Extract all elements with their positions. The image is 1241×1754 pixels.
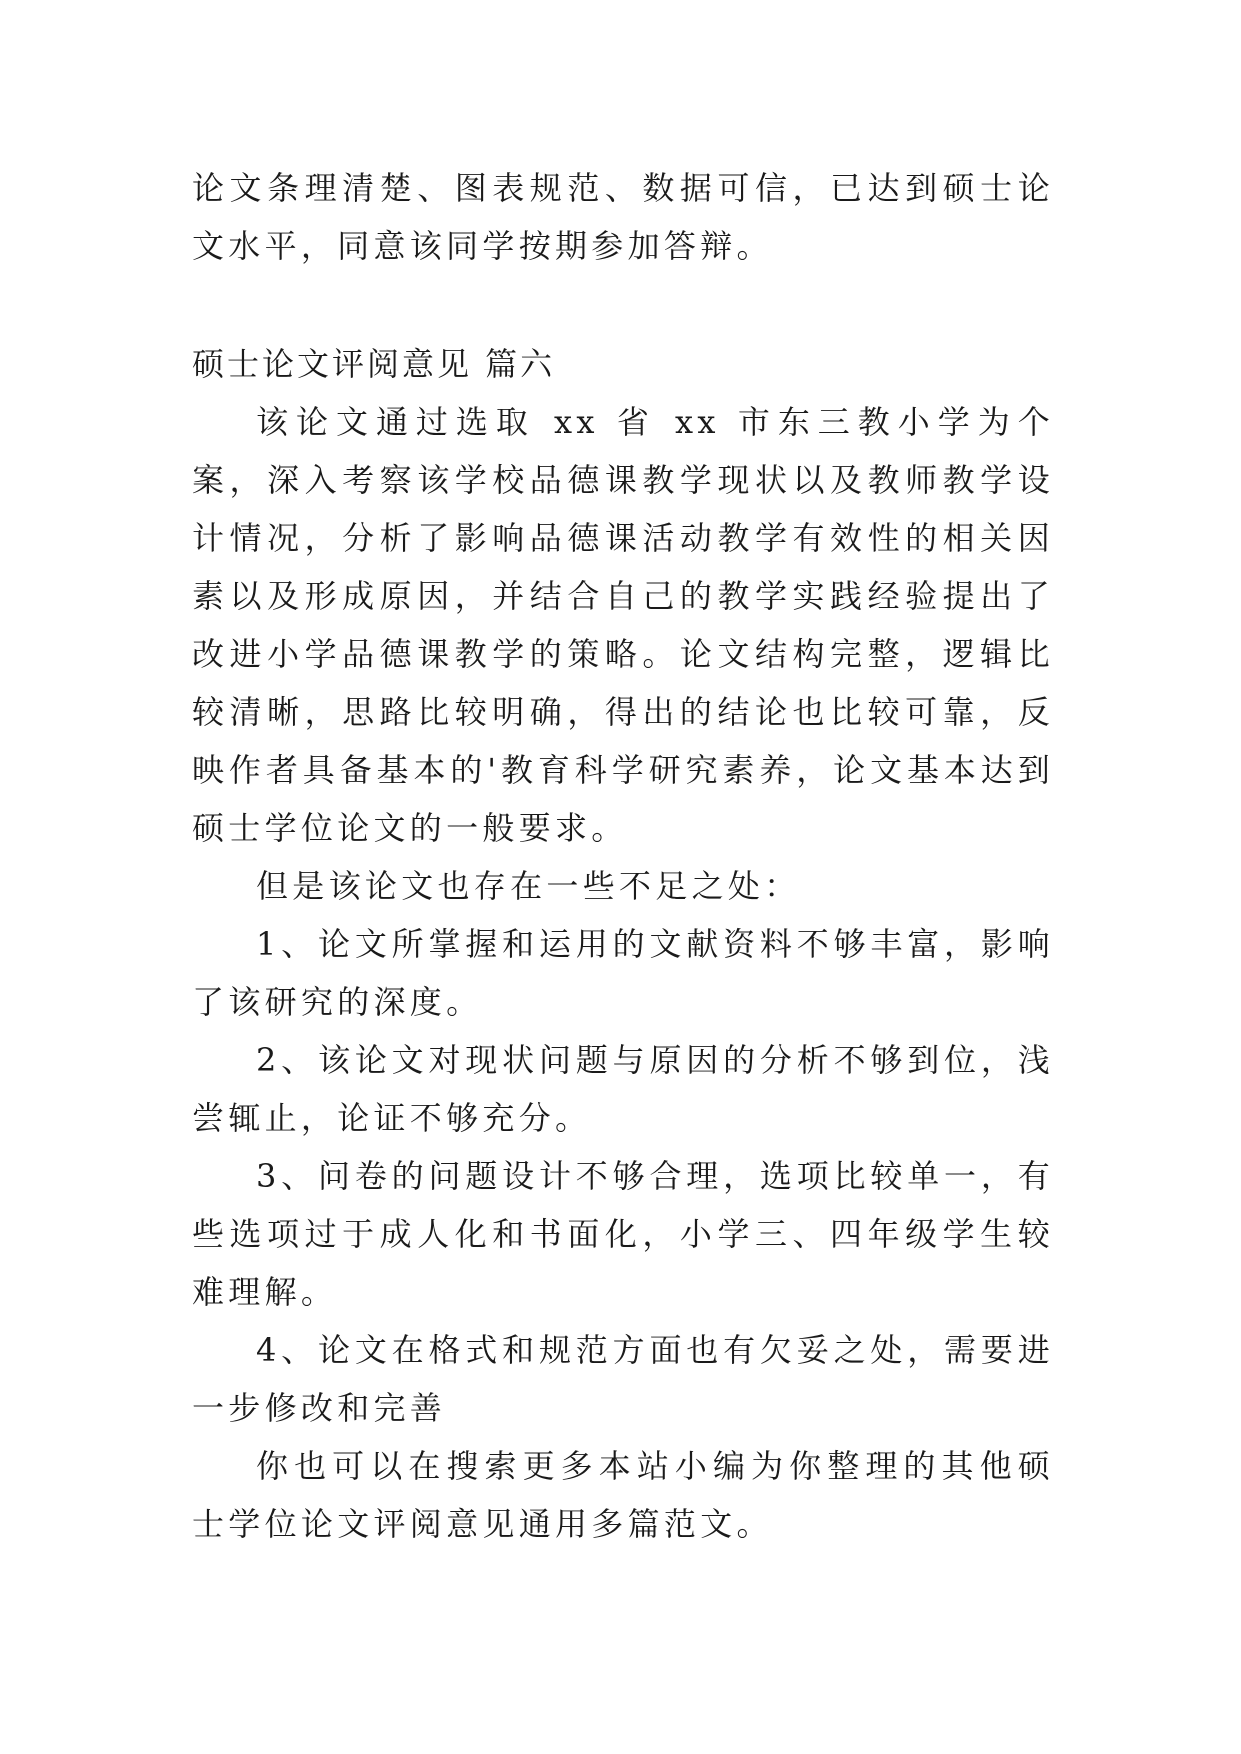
review-section	[192, 335, 1054, 1553]
section-heading: 硕士论文评阅意见 篇六	[192, 345, 556, 383]
list-item: 2、该论文对现状问题与原因的分析不够到位，浅尝辄止，论证不够充分。	[192, 1041, 1054, 1137]
closing-paragraph: 你也可以在搜索更多本站小编为你整理的其他硕士学位论文评阅意见通用多篇范文。	[192, 1447, 1054, 1543]
body-paragraph: 该论文通过选取 xx 省 xx 市东三教小学为个案，深入考察该学校品德课教学现状以及教师教学设计情况，分析了影响品德课活动教学有效性的相关因素以及形成原因，并结合自己的教学实践经验提出了改进小学品德课教学的策略。论文结构完整，逻辑比较清晰，思路比较明确，得出的结论也比较可靠，反映作者具备基本的'教育科学研究素养，论文基本达到硕士学位论文的一般要求。	[192, 403, 1054, 847]
continuation-section	[192, 159, 1054, 275]
continuation-paragraph: 论文条理清楚、图表规范、数据可信，已达到硕士论文水平，同意该同学按期参加答辩。	[192, 169, 1054, 265]
list-item: 4、论文在格式和规范方面也有欠妥之处，需要进一步修改和完善	[192, 1331, 1054, 1427]
list-item: 3、问卷的问题设计不够合理，选项比较单一，有些选项过于成人化和书面化，小学三、四年级学生较难理解。	[192, 1157, 1054, 1311]
list-item: 1、论文所掌握和运用的文献资料不够丰富，影响了该研究的深度。	[192, 925, 1054, 1021]
body-paragraph: 但是该论文也存在一些不足之处：	[256, 867, 801, 905]
